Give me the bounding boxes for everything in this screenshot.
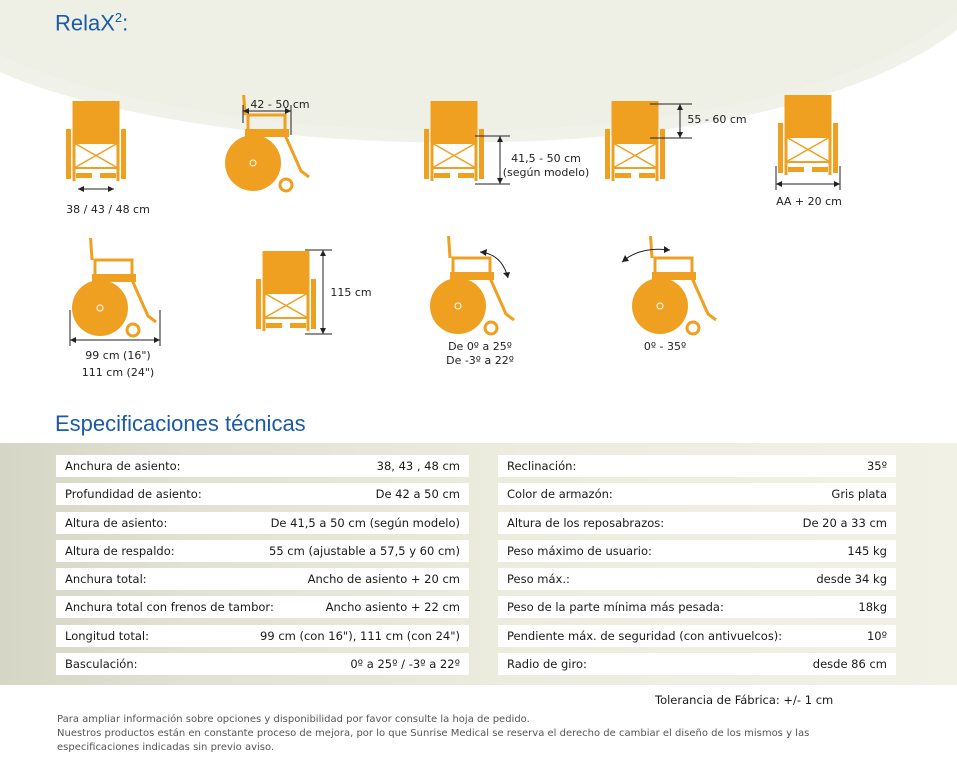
spec-row: Altura de respaldo: 55 cm (ajustable a 57,5 y 60 cm) xyxy=(56,540,469,562)
spec-row: Anchura de asiento: 38, 43 , 48 cm xyxy=(56,455,469,477)
overall-length-label-1: 99 cm (16") xyxy=(85,349,151,362)
tolerance-note: Tolerancia de Fábrica: +/- 1 cm xyxy=(655,693,834,707)
footnote-line: Nuestros productos están en constante proceso de mejora, por lo que Sunrise Medical se reserva el derecho de cambiar el diseño de los mismos y las xyxy=(57,728,810,739)
overall-width-label: AA + 20 cm xyxy=(776,195,842,208)
overall-length-diagram xyxy=(60,238,170,346)
footnote-line: especificaciones indicadas sin previo aviso. xyxy=(57,742,275,753)
backrest-height-label: 55 - 60 cm xyxy=(687,113,747,126)
spec-row: Color de armazón: Gris plata xyxy=(498,483,896,505)
spec-row: Longitud total: 99 cm (con 16"), 111 cm (con 24") xyxy=(56,625,469,647)
spec-row: Basculación: 0º a 25º / -3º a 22º xyxy=(56,653,469,675)
footnote xyxy=(57,713,857,755)
spec-row: Pendiente máx. de seguridad (con antivuelcos): 10º xyxy=(498,625,896,647)
spec-row: Peso máx.: desde 34 kg xyxy=(498,568,896,590)
spec-row: Altura de los reposabrazos: De 20 a 33 cm xyxy=(498,512,896,534)
spec-row: Altura de asiento: De 41,5 a 50 cm (según modelo) xyxy=(56,512,469,534)
spec-row: Profundidad de asiento: De 42 a 50 cm xyxy=(56,483,469,505)
spec-row: Peso de la parte mínima más pesada: 18kg xyxy=(498,596,896,618)
tilt-label-1: De 0º a 25º xyxy=(448,340,512,353)
overall-width-diagram xyxy=(770,92,850,192)
seat-width-diagram xyxy=(56,96,166,194)
specs-right-column xyxy=(498,455,896,681)
spec-row: Reclinación: 35º xyxy=(498,455,896,477)
overall-height-label: 115 cm xyxy=(330,286,372,299)
seat-depth-label: 42 - 50 cm xyxy=(250,98,310,111)
overall-length-label-2: 111 cm (24") xyxy=(81,366,155,379)
spec-row: Anchura total con frenos de tambor: Ancho asiento + 22 cm xyxy=(56,596,469,618)
seat-width-label: 38 / 43 / 48 cm xyxy=(66,203,150,216)
recline-diagram xyxy=(612,236,722,342)
backrest-height-diagram xyxy=(600,96,700,194)
spec-row: Anchura total: Ancho de asiento + 20 cm xyxy=(56,568,469,590)
page-title: RelaX$^2$: xyxy=(55,10,129,36)
recline-label: 0º - 35º xyxy=(643,340,687,353)
spec-row: Radio de giro: desde 86 cm xyxy=(498,653,896,675)
seat-height-label-1: 41,5 - 50 cm xyxy=(511,152,581,165)
tilt-diagram xyxy=(420,236,530,342)
spec-row: Peso máximo de usuario: 145 kg xyxy=(498,540,896,562)
tilt-label-2: De -3º a 22º xyxy=(446,354,514,367)
specs-left-column xyxy=(56,455,469,681)
specs-title: Especificaciones técnicas xyxy=(55,411,306,436)
footnote-line: Para ampliar información sobre opciones y disponibilidad por favor consulte la hoja de pedido. xyxy=(57,714,530,725)
seat-height-label-2: (según modelo) xyxy=(502,166,590,179)
